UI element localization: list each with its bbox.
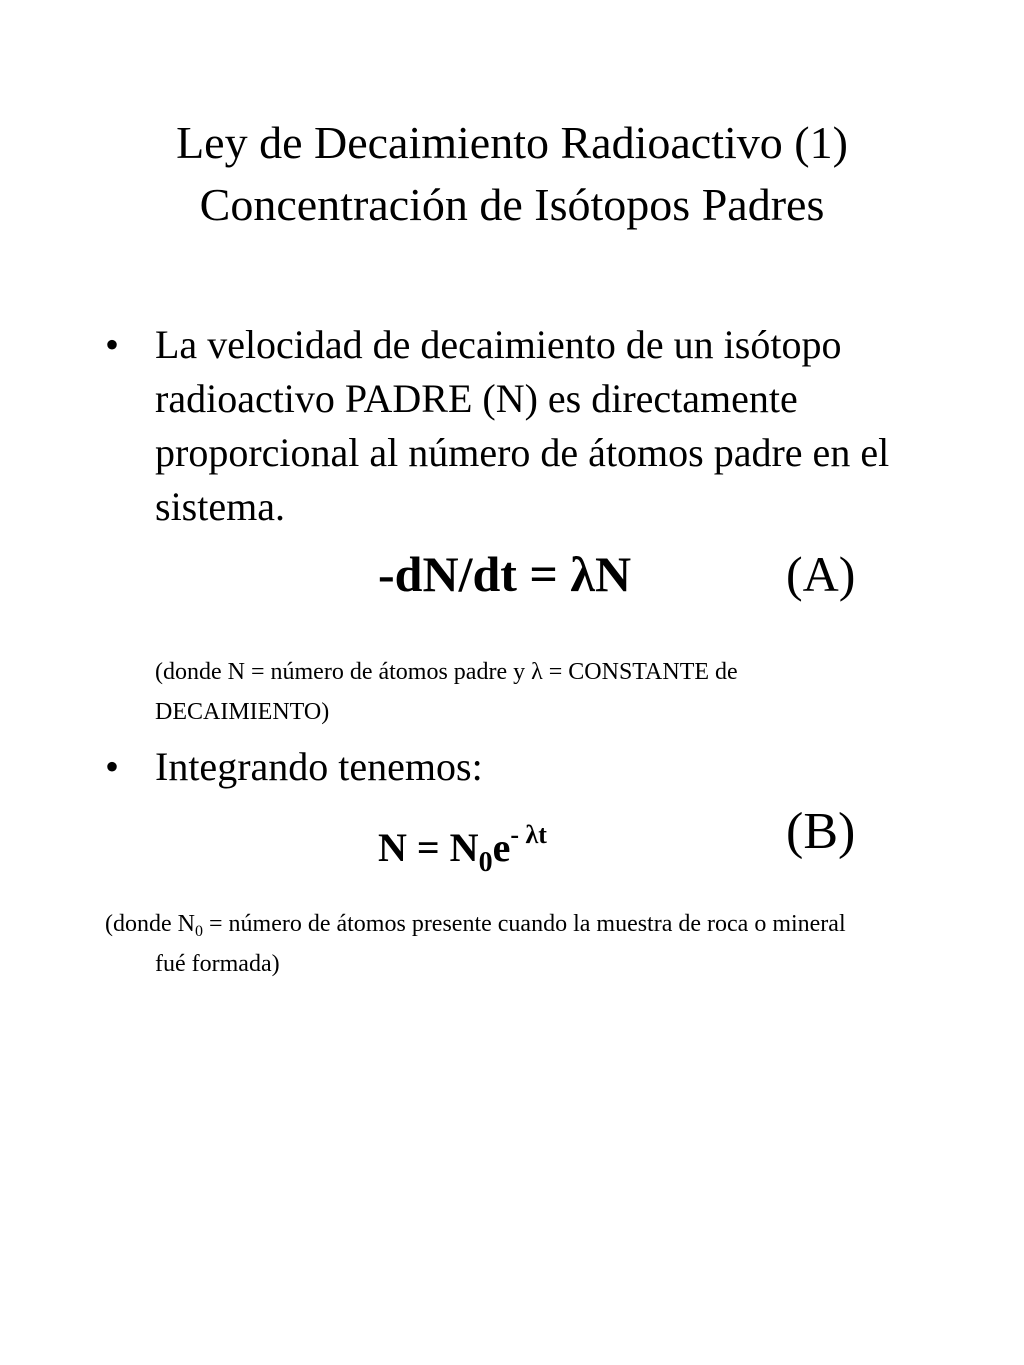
slide-title [0, 112, 1024, 236]
equation-b-subscript: 0 [478, 847, 493, 878]
equation-b-base: e [492, 825, 511, 870]
equation-b [378, 808, 547, 890]
equation-b-note-prefix: (donde N [105, 911, 195, 937]
bullet-marker: • [105, 744, 120, 789]
title-line-1: Ley de Decaimiento Radioactivo (1) [176, 117, 848, 168]
equation-b-note-subscript: 0 [194, 923, 203, 940]
equation-a-note: (donde N = número de átomos padre y λ = CONSTANTE de DECAIMIENTO) [155, 659, 738, 725]
bullet-text-rate-law: La velocidad de decaimiento de un isótopo radioactivo PADRE (N) es directamente proporcional al número de átomos padre en el sistema. [155, 322, 890, 529]
equation-b-label: (B) [786, 803, 856, 860]
equation-b-exponent: - λt [510, 820, 547, 849]
bullet-text-integrating: Integrando tenemos: [155, 744, 483, 789]
equation-b-note [105, 908, 945, 980]
title-line-2: Concentración de Isótopos Padres [199, 179, 825, 230]
equation-b-lhs: N = N [378, 825, 479, 870]
equation-a-label: (A) [786, 546, 856, 602]
equation-b-note-line-2: fué formada) [155, 951, 280, 977]
bullet-marker: • [105, 322, 120, 367]
equation-a: -dN/dt = λN [378, 546, 632, 602]
equation-b-note-rest: = número de átomos presente cuando la muestra de roca o mineral [202, 911, 846, 937]
